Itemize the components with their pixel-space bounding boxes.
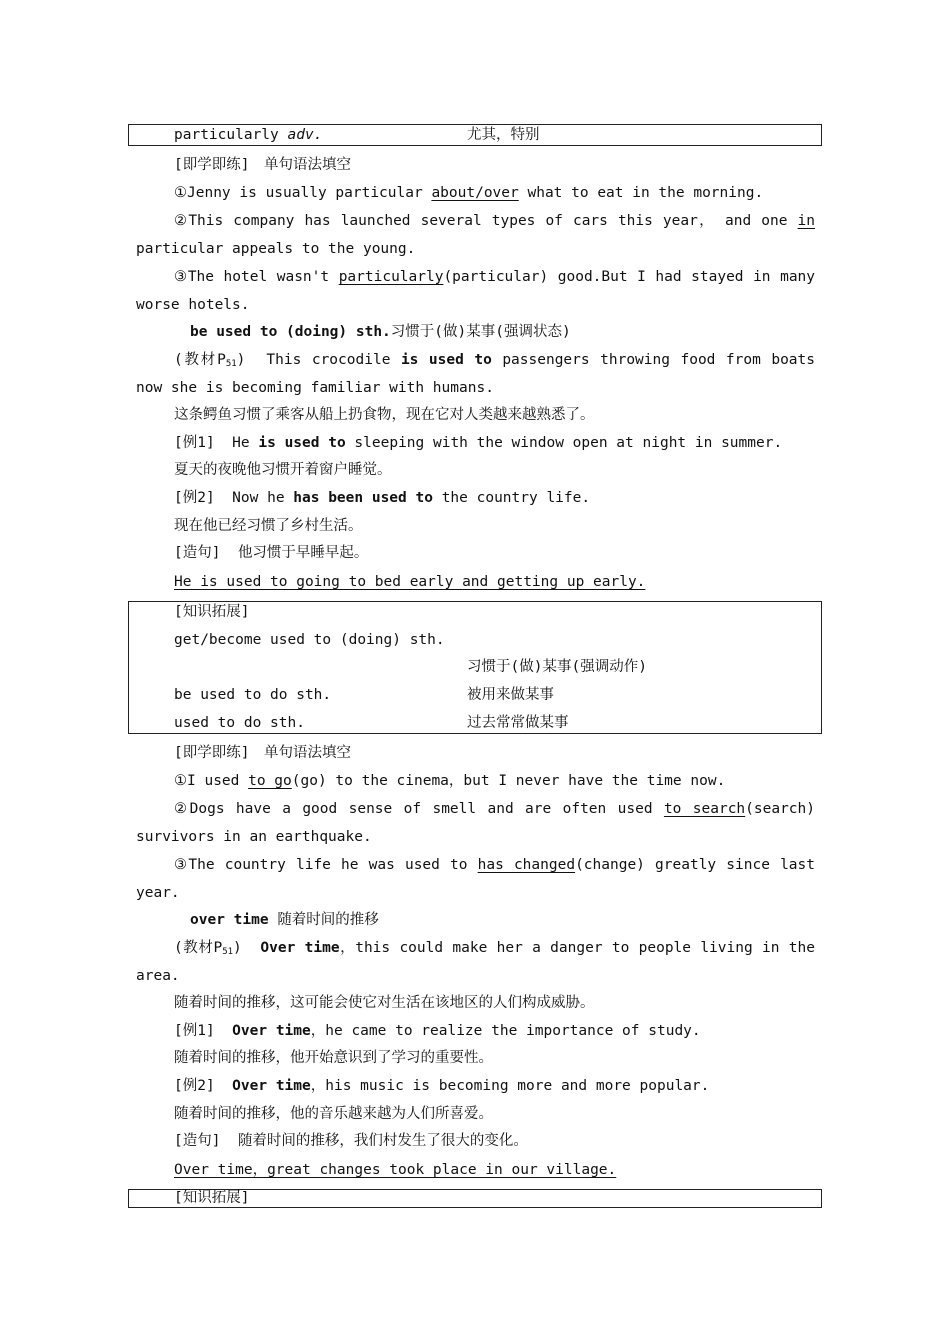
section-heading: over time 随着时间的推移 (190, 912, 379, 928)
extension-phrase-3: used to do sth. (174, 715, 305, 731)
part-of-speech: adv. (287, 127, 323, 143)
textbook-translation: 这条鳄鱼习惯了乘客从船上扔食物，现在它对人类越来越熟悉了。 (174, 407, 595, 423)
exercise-item-3: ③The country life he was used to has changed(change) greatly since last (174, 857, 815, 873)
textbook-translation: 随着时间的推移，这可能会使它对生活在该地区的人们构成威胁。 (174, 995, 595, 1011)
make-sentence-prompt: [造句] 随着时间的推移，我们村发生了很大的变化。 (174, 1133, 528, 1149)
textbook-sentence: (教材$P_{51}$) This crocodile is used to passengers throwing food from boats (174, 352, 815, 369)
make-sentence-prompt: [造句] 他习惯于早睡早起。 (174, 545, 369, 561)
exercise-item-2-cont: particular appeals to the young. (136, 241, 416, 257)
extension-meaning-2: 被用来做某事 (467, 687, 554, 703)
answer-blank: to go (248, 773, 292, 789)
section-heading: be used to (doing) sth.习惯于(做)某事(强调状态) (190, 324, 571, 340)
example-2-translation: 随着时间的推移，他的音乐越来越为人们所喜爱。 (174, 1106, 493, 1122)
answer-blank: about/over (431, 185, 519, 201)
example-2: [例2] Now he has been used to the country life. (174, 490, 591, 506)
example-2-translation: 现在他已经习惯了乡村生活。 (174, 518, 363, 534)
exercise-item-2-cont: survivors in an earthquake. (136, 829, 372, 845)
extension-meaning-3: 过去常常做某事 (467, 715, 569, 731)
exercise-item-3: ③The hotel wasn't particularly(particular) good.But I had stayed in many (174, 269, 815, 285)
make-sentence-answer: Over time，great changes took place in our village. (174, 1162, 617, 1178)
answer-blank: in (797, 213, 815, 229)
extension-phrase-2: be used to do sth. (174, 687, 332, 703)
answer-blank: to search (663, 801, 746, 817)
exercise-item-2: ②This company has launched several types of cars this year， and one in (174, 213, 815, 229)
extension-header: [知识拓展] (174, 1190, 250, 1206)
exercise-header: [即学即练] 单句语法填空 (174, 745, 351, 761)
exercise-header: [即学即练] 单句语法填空 (174, 157, 351, 173)
exercise-item-2: ②Dogs have a good sense of smell and are often used to search(search) (174, 801, 815, 817)
exercise-item-1: ①Jenny is usually particular about/over what to eat in the morning. (174, 185, 764, 201)
exercise-item-1: ①I used to go(go) to the cinema，but I never have the time now. (174, 773, 726, 789)
textbook-sentence: (教材$P_{51}$) Over time，this could make her a danger to people living in the (174, 940, 815, 957)
extension-phrase-1: get/become used to (doing) sth. (174, 632, 445, 648)
make-sentence-answer: He is used to going to bed early and getting up early. (174, 574, 646, 590)
exercise-item-3-cont: year. (136, 885, 180, 901)
extension-header: [知识拓展] (174, 604, 250, 620)
textbook-sentence-cont: now she is becoming familiar with humans. (136, 380, 494, 396)
example-1-translation: 夏天的夜晚他习惯开着窗户睡觉。 (174, 462, 392, 478)
vocab-meaning: 尤其，特别 (467, 127, 540, 143)
answer-blank: particularly (338, 269, 444, 285)
textbook-sentence-cont: area. (136, 968, 180, 984)
example-1: [例1] He is used to sleeping with the window open at night in summer. (174, 435, 783, 451)
example-2: [例2] Over time，his music is becoming more and more popular. (174, 1078, 710, 1094)
exercise-item-3-cont: worse hotels. (136, 297, 250, 313)
answer-blank: has changed (477, 857, 576, 873)
example-1: [例1] Over time，he came to realize the importance of study. (174, 1023, 701, 1039)
vocab-term: particularly adv. (174, 127, 323, 143)
extension-meaning-1: 习惯于(做)某事(强调动作) (467, 659, 647, 675)
example-1-translation: 随着时间的推移，他开始意识到了学习的重要性。 (174, 1050, 493, 1066)
